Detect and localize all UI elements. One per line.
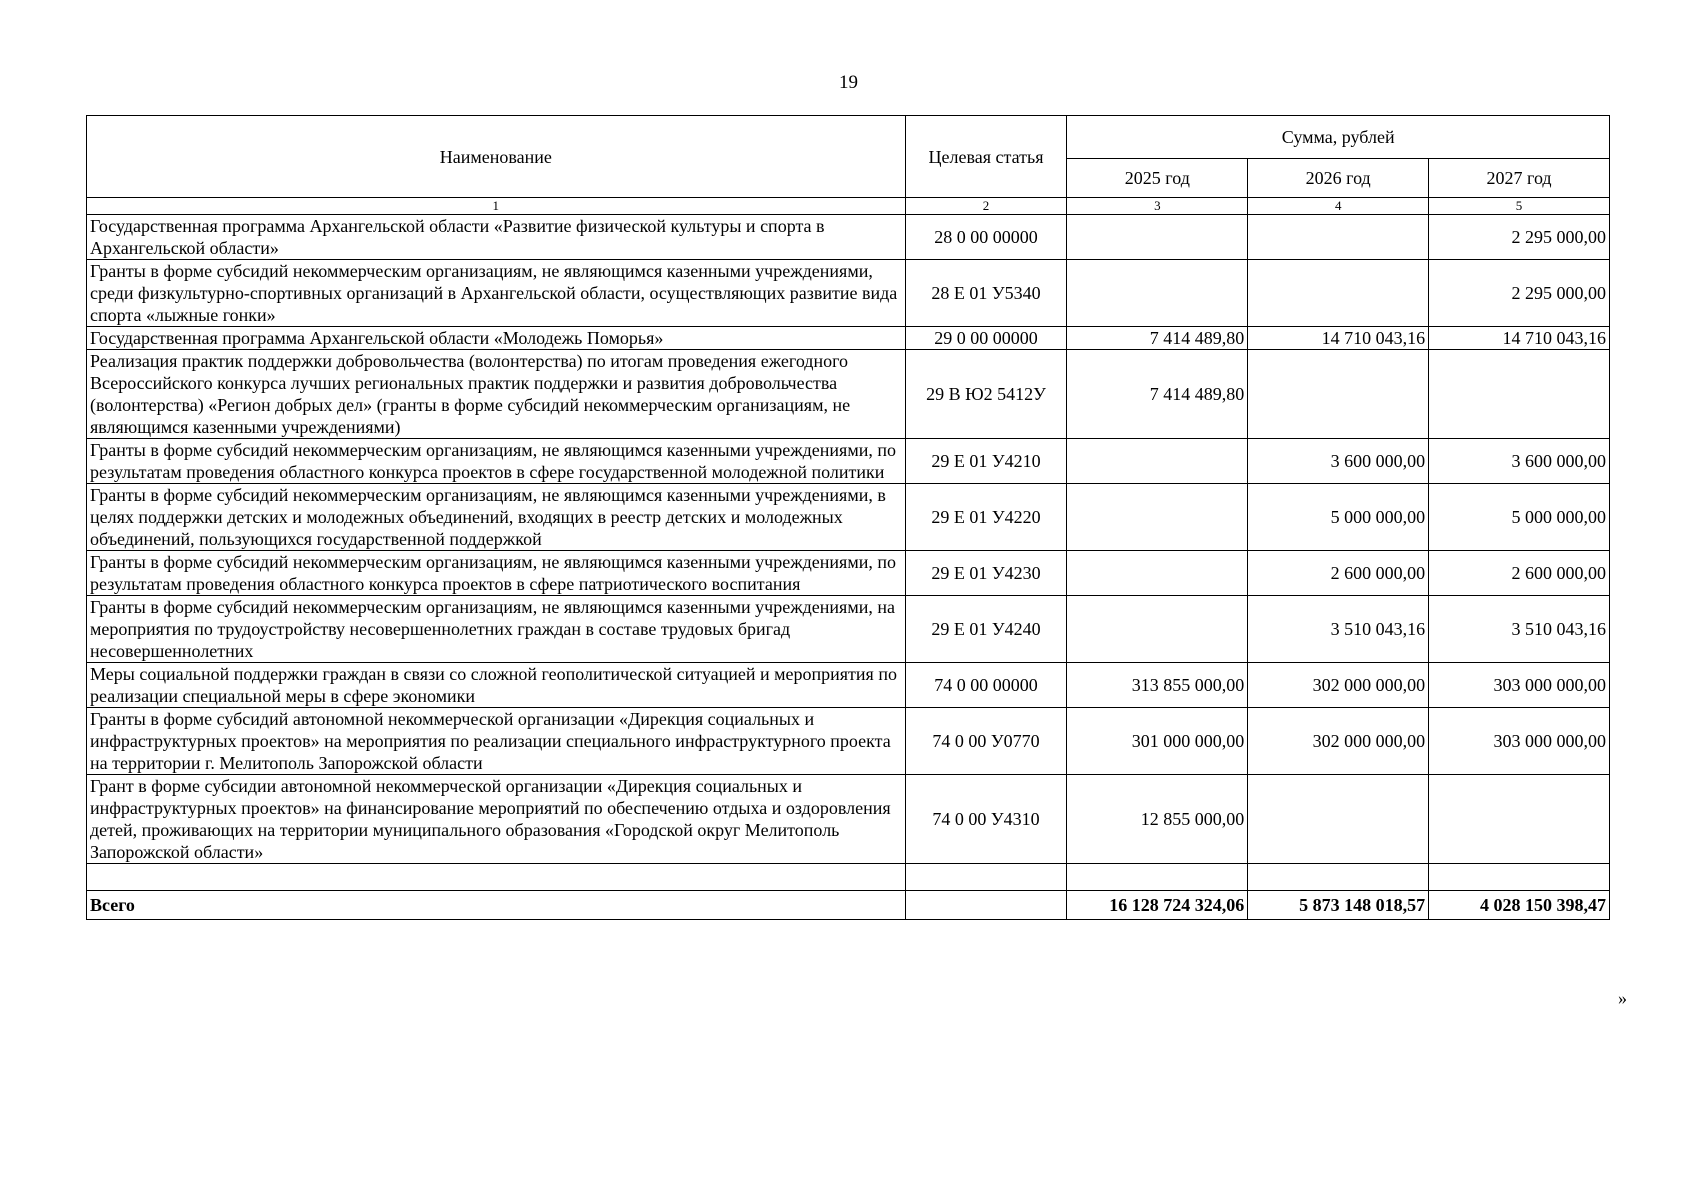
row-code: 28 Е 01 У5340 xyxy=(905,260,1067,327)
table-row xyxy=(87,663,1610,708)
row-code: 29 Е 01 У4240 xyxy=(905,596,1067,663)
column-number: 3 xyxy=(1067,198,1248,215)
row-name: Государственная программа Архангельской области «Развитие физической культуры и спорта в Архангельской области» xyxy=(87,215,906,260)
row-name: Гранты в форме субсидий некоммерческим организациям, не являющимся казенными учреждениями, на мероприятия по трудоустройству несовершеннолетних граждан в составе трудовых бригад несовершеннолетних xyxy=(87,596,906,663)
table-row xyxy=(87,260,1610,327)
column-number: 5 xyxy=(1429,198,1610,215)
row-2027: 5 000 000,00 xyxy=(1429,484,1610,551)
row-name: Государственная программа Архангельской области «Молодежь Поморья» xyxy=(87,327,906,350)
row-2026 xyxy=(1248,775,1429,864)
row-2027: 3 510 043,16 xyxy=(1429,596,1610,663)
empty-cell xyxy=(905,864,1067,891)
row-2025: 7 414 489,80 xyxy=(1067,350,1248,439)
row-2025 xyxy=(1067,260,1248,327)
total-2025: 16 128 724 324,06 xyxy=(1067,891,1248,920)
table-row xyxy=(87,484,1610,551)
row-name: Гранты в форме субсидий некоммерческим организациям, не являющимся казенными учреждениями, по результатам проведения областного конкурса проектов в сфере патриотического воспитания xyxy=(87,551,906,596)
row-2025: 7 414 489,80 xyxy=(1067,327,1248,350)
closing-quote-mark: » xyxy=(1618,988,1627,1008)
row-code: 74 0 00 00000 xyxy=(905,663,1067,708)
row-2025 xyxy=(1067,551,1248,596)
total-code xyxy=(905,891,1067,920)
row-2026: 14 710 043,16 xyxy=(1248,327,1429,350)
column-number-row xyxy=(87,198,1610,215)
row-name: Реализация практик поддержки добровольчества (волонтерства) по итогам проведения ежегодного Всероссийского конкурса лучших региональных практик поддержки и развития добровольчества (волонтерства) «Регион добрых дел» (гранты в форме субсидий некоммерческим организациям, не являющимся казенными учреждениями) xyxy=(87,350,906,439)
column-number: 4 xyxy=(1248,198,1429,215)
row-2027: 2 295 000,00 xyxy=(1429,260,1610,327)
row-2027: 3 600 000,00 xyxy=(1429,439,1610,484)
row-2026: 3 600 000,00 xyxy=(1248,439,1429,484)
header-target-article: Целевая статья xyxy=(905,116,1067,198)
row-2026: 302 000 000,00 xyxy=(1248,708,1429,775)
row-2025 xyxy=(1067,484,1248,551)
row-code: 29 В Ю2 5412У xyxy=(905,350,1067,439)
row-2027 xyxy=(1429,350,1610,439)
header-year-2025: 2025 год xyxy=(1067,159,1248,198)
total-label: Всего xyxy=(87,891,906,920)
column-number: 1 xyxy=(87,198,906,215)
row-2027: 2 295 000,00 xyxy=(1429,215,1610,260)
row-2025 xyxy=(1067,439,1248,484)
row-2026: 3 510 043,16 xyxy=(1248,596,1429,663)
table-row xyxy=(87,596,1610,663)
row-2026 xyxy=(1248,350,1429,439)
row-2026: 5 000 000,00 xyxy=(1248,484,1429,551)
row-2026 xyxy=(1248,215,1429,260)
row-name: Меры социальной поддержки граждан в связи со сложной геополитической ситуацией и мероприятия по реализации специальной меры в сфере экономики xyxy=(87,663,906,708)
total-2027: 4 028 150 398,47 xyxy=(1429,891,1610,920)
table-row xyxy=(87,350,1610,439)
row-code: 29 Е 01 У4220 xyxy=(905,484,1067,551)
empty-row xyxy=(87,864,1610,891)
total-2026: 5 873 148 018,57 xyxy=(1248,891,1429,920)
row-code: 74 0 00 У0770 xyxy=(905,708,1067,775)
row-2025: 313 855 000,00 xyxy=(1067,663,1248,708)
header-year-2026: 2026 год xyxy=(1248,159,1429,198)
row-name: Грант в форме субсидии автономной некоммерческой организации «Дирекция социальных и инфраструктурных проектов» на финансирование мероприятий по обеспечению отдыха и оздоровления детей, проживающих на территории муниципального образования «Городской округ Мелитополь Запорожской области» xyxy=(87,775,906,864)
column-number: 2 xyxy=(905,198,1067,215)
row-2026: 2 600 000,00 xyxy=(1248,551,1429,596)
header-name: Наименование xyxy=(87,116,906,198)
row-2026 xyxy=(1248,260,1429,327)
row-code: 29 Е 01 У4210 xyxy=(905,439,1067,484)
row-2026: 302 000 000,00 xyxy=(1248,663,1429,708)
row-name: Гранты в форме субсидий некоммерческим организациям, не являющимся казенными учреждениями, по результатам проведения областного конкурса проектов в сфере государственной молодежной политики xyxy=(87,439,906,484)
table-row xyxy=(87,327,1610,350)
row-name: Гранты в форме субсидий автономной некоммерческой организации «Дирекция социальных и инфраструктурных проектов» на мероприятия по реализации специального инфраструктурного проекта на территории г. Мелитополь Запорожской области xyxy=(87,708,906,775)
row-code: 74 0 00 У4310 xyxy=(905,775,1067,864)
empty-cell xyxy=(87,864,906,891)
page-number: 19 xyxy=(839,72,858,93)
row-2027: 2 600 000,00 xyxy=(1429,551,1610,596)
row-2025: 301 000 000,00 xyxy=(1067,708,1248,775)
row-2027: 14 710 043,16 xyxy=(1429,327,1610,350)
table-row xyxy=(87,708,1610,775)
header-year-2027: 2027 год xyxy=(1429,159,1610,198)
row-name: Гранты в форме субсидий некоммерческим организациям, не являющимся казенными учреждениями, в целях поддержки детских и молодежных объединений, входящих в реестр детских и молодежных объединений, пользующихся государственной поддержкой xyxy=(87,484,906,551)
table-row xyxy=(87,775,1610,864)
row-name: Гранты в форме субсидий некоммерческим организациям, не являющимся казенными учреждениями, среди физкультурно-спортивных организаций в Архангельской области, осуществляющих развитие вида спорта «лыжные гонки» xyxy=(87,260,906,327)
budget-table xyxy=(86,115,1610,920)
row-2025 xyxy=(1067,596,1248,663)
row-2027: 303 000 000,00 xyxy=(1429,663,1610,708)
row-code: 28 0 00 00000 xyxy=(905,215,1067,260)
table-row xyxy=(87,439,1610,484)
empty-cell xyxy=(1429,864,1610,891)
header-sum: Сумма, рублей xyxy=(1067,116,1610,159)
row-2025 xyxy=(1067,215,1248,260)
row-code: 29 0 00 00000 xyxy=(905,327,1067,350)
table-row xyxy=(87,551,1610,596)
row-code: 29 Е 01 У4230 xyxy=(905,551,1067,596)
total-row xyxy=(87,891,1610,920)
row-2027 xyxy=(1429,775,1610,864)
empty-cell xyxy=(1248,864,1429,891)
row-2025: 12 855 000,00 xyxy=(1067,775,1248,864)
empty-cell xyxy=(1067,864,1248,891)
row-2027: 303 000 000,00 xyxy=(1429,708,1610,775)
table-row xyxy=(87,215,1610,260)
